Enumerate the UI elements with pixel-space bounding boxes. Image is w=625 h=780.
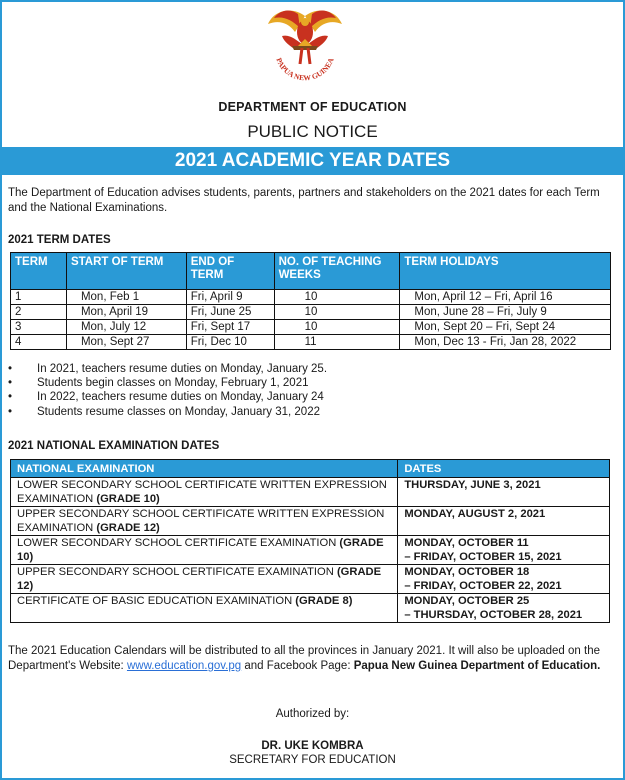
table-row <box>11 565 610 594</box>
exam-date-line: – THURSDAY, OCTOBER 28, 2021 <box>404 609 583 621</box>
table-row <box>11 594 610 623</box>
exam-grade: (GRADE 12) <box>96 522 160 534</box>
table-row <box>11 335 611 350</box>
list-item: • In 2022, teachers resume duties on Monday, January 24 <box>8 390 327 404</box>
exam-name-cell <box>11 478 398 507</box>
term-cell: Fri, Dec 10 <box>186 335 274 350</box>
exam-grade: (GRADE 12) <box>17 566 382 592</box>
term-col-header: START OF TERM <box>66 253 186 290</box>
exam-table-header-row <box>11 460 610 478</box>
exam-dates-table <box>10 459 610 623</box>
exam-name: LOWER SECONDARY SCHOOL CERTIFICATE WRITTEN EXPRESSION EXAMINATION <box>17 479 387 505</box>
exam-name-cell <box>11 565 398 594</box>
term-cell: 1 <box>11 290 67 305</box>
exam-date-line: MONDAY, OCTOBER 25 <box>404 595 530 607</box>
academic-year-banner: 2021 ACADEMIC YEAR DATES <box>2 147 623 175</box>
exam-date-line: – FRIDAY, OCTOBER 15, 2021 <box>404 551 562 563</box>
list-item: • Students resume classes on Monday, January 31, 2022 <box>8 405 327 419</box>
table-row <box>11 320 611 335</box>
authorized-by-label: Authorized by: <box>275 708 350 720</box>
intro-paragraph: The Department of Education advises students, parents, partners and stakeholders on the 2021 dates for each Term and the National Examinations. <box>8 187 600 214</box>
exam-dates-cell <box>398 565 610 594</box>
term-cell: Fri, April 9 <box>186 290 274 305</box>
resumption-bullet-list <box>8 362 327 419</box>
table-row <box>11 305 611 320</box>
term-cell: Fri, Sept 17 <box>186 320 274 335</box>
exam-grade: (GRADE 8) <box>295 595 353 607</box>
term-table-header-row <box>11 253 611 290</box>
department-heading: DEPARTMENT OF EDUCATION <box>218 100 407 114</box>
exam-dates-heading: 2021 NATIONAL EXAMINATION DATES <box>8 440 220 452</box>
exam-date-line: MONDAY, OCTOBER 11 <box>404 537 529 549</box>
png-national-emblem <box>262 6 348 86</box>
signer-name: DR. UKE KOMBRA <box>261 740 364 752</box>
facebook-page-name: Papua New Guinea Department of Education. <box>353 660 601 672</box>
exam-name: UPPER SECONDARY SCHOOL CERTIFICATE WRITTEN EXPRESSION EXAMINATION <box>17 508 385 534</box>
term-col-header: END OF TERM <box>186 253 274 290</box>
list-item: • In 2021, teachers resume duties on Monday, January 25. <box>8 362 327 376</box>
term-cell: 2 <box>11 305 67 320</box>
exam-dates-cell <box>398 507 610 536</box>
term-col-header: NO. OF TEACHING WEEKS <box>274 253 400 290</box>
term-cell: 4 <box>11 335 67 350</box>
exam-date-line: MONDAY, AUGUST 2, 2021 <box>404 508 546 520</box>
distribution-paragraph <box>8 644 613 674</box>
term-cell: Fri, June 25 <box>186 305 274 320</box>
term-cell: 10 <box>274 320 400 335</box>
signer-title: SECRETARY FOR EDUCATION <box>229 754 396 766</box>
term-col-header: TERM <box>11 253 67 290</box>
term-cell: 10 <box>274 290 400 305</box>
term-cell: Mon, June 28 – Fri, July 9 <box>400 305 611 320</box>
term-cell: 11 <box>274 335 400 350</box>
term-cell: 3 <box>11 320 67 335</box>
term-cell: Mon, Feb 1 <box>66 290 186 305</box>
table-row <box>11 507 610 536</box>
term-cell: 10 <box>274 305 400 320</box>
emblem-caption: PAPUA NEW GUINEA <box>274 56 336 83</box>
exam-dates-cell <box>398 594 610 623</box>
term-cell: Mon, July 12 <box>66 320 186 335</box>
exam-dates-cell <box>398 478 610 507</box>
term-cell: Mon, Sept 20 – Fri, Sept 24 <box>400 320 611 335</box>
footer-text: and Facebook Page: <box>241 660 354 672</box>
exam-name: UPPER SECONDARY SCHOOL CERTIFICATE EXAMINATION <box>17 566 334 578</box>
term-dates-table <box>10 252 611 350</box>
term-cell: Mon, April 19 <box>66 305 186 320</box>
exam-name-cell <box>11 536 398 565</box>
term-cell: Mon, Sept 27 <box>66 335 186 350</box>
table-row <box>11 536 610 565</box>
public-notice-heading: PUBLIC NOTICE <box>247 122 378 141</box>
exam-col-header: NATIONAL EXAMINATION <box>11 460 398 478</box>
exam-date-line: MONDAY, OCTOBER 18 <box>404 566 530 578</box>
exam-name-cell <box>11 507 398 536</box>
term-dates-heading: 2021 TERM DATES <box>8 234 111 246</box>
exam-date-line: THURSDAY, JUNE 3, 2021 <box>404 479 541 491</box>
footer-text: The 2021 Education Calendars will be distributed to all the provinces in January 2021. It will also be uploaded on the Department's Website: <box>8 645 600 672</box>
exam-date-line: – FRIDAY, OCTOBER 22, 2021 <box>404 580 562 592</box>
exam-name: LOWER SECONDARY SCHOOL CERTIFICATE EXAMINATION <box>17 537 337 549</box>
exam-col-header: DATES <box>398 460 610 478</box>
table-row <box>11 290 611 305</box>
exam-name-cell <box>11 594 398 623</box>
exam-grade: (GRADE 10) <box>17 537 384 563</box>
term-cell: Mon, April 12 – Fri, April 16 <box>400 290 611 305</box>
table-row <box>11 478 610 507</box>
exam-dates-cell <box>398 536 610 565</box>
exam-grade: (GRADE 10) <box>96 493 160 505</box>
term-cell: Mon, Dec 13 - Fri, Jan 28, 2022 <box>400 335 611 350</box>
term-col-header: TERM HOLIDAYS <box>400 253 611 290</box>
website-link[interactable]: www.education.gov.pg <box>126 660 242 672</box>
exam-name: CERTIFICATE OF BASIC EDUCATION EXAMINATION <box>17 595 293 607</box>
list-item: • Students begin classes on Monday, February 1, 2021 <box>8 376 327 390</box>
